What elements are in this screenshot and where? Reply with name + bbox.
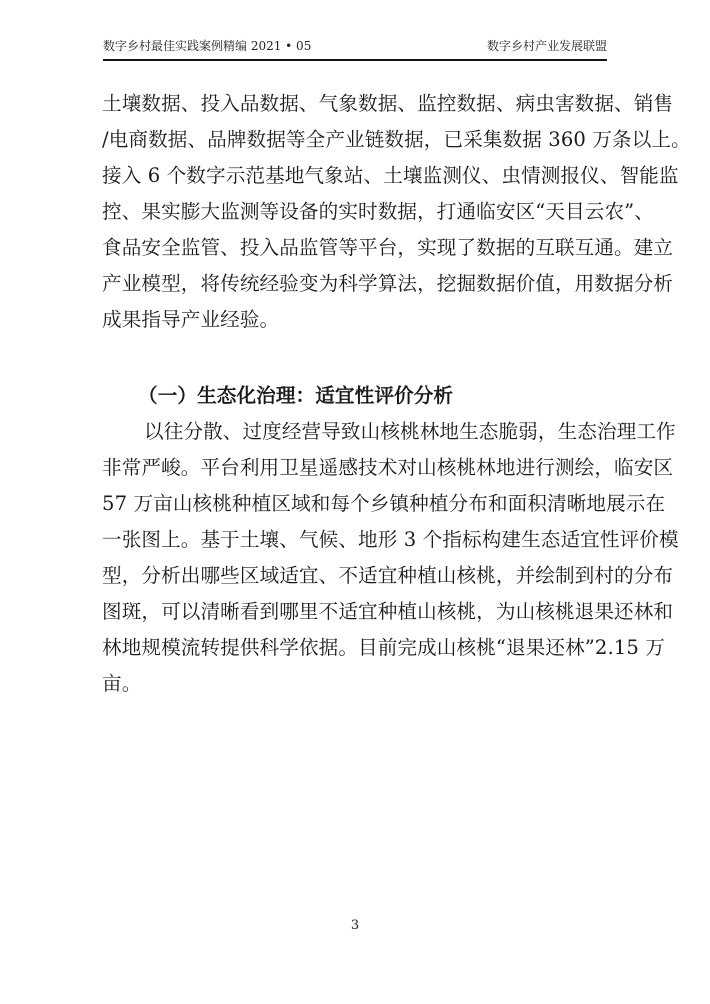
paragraph-line: 成果指导产业经验。 [102, 308, 280, 331]
header-organization-name: 数字乡村产业发展联盟 [486, 39, 607, 53]
paragraph-line: 林地规模流转提供科学依据。目前完成山核桃“退果还林”2.15 万 [102, 636, 665, 659]
paragraph-line: 型，分析出哪些区域适宜、不适宜种植山核桃，并绘制到村的分布 [102, 564, 674, 587]
section-heading: （一）生态化治理：适宜性评价分析 [138, 384, 454, 407]
paragraph-line: 产业模型，将传统经验变为科学算法，挖掘数据价值，用数据分析 [102, 272, 674, 295]
header-publication-title: 数字乡村最佳实践案例精编 2021 • 05 [103, 39, 312, 53]
page-body [102, 86, 691, 702]
paragraph-line: 非常严峻。平台利用卫星遥感技术对山核桃林地进行测绘，临安区 [102, 456, 674, 479]
paragraph-line: 以往分散、过度经营导致山核桃林地生态脆弱，生态治理工作 [144, 420, 676, 443]
paragraph-line: 一张图上。基于土壤、气候、地形 3 个指标构建生态适宜性评价模 [102, 528, 679, 551]
header-divider [103, 59, 607, 61]
paragraph-line: 食品安全监管、投入品监管等平台，实现了数据的互联互通。建立 [102, 236, 674, 259]
paragraph-line: 图斑，可以清晰看到哪里不适宜种植山核桃，为山核桃退果还林和 [102, 600, 674, 623]
paragraph-line: /电商数据、品牌数据等全产业链数据，已采集数据 360 万条以上。 [102, 128, 691, 151]
paragraph-line: 57 万亩山核桃种植区域和每个乡镇种植分布和面积清晰地展示在 [102, 492, 666, 515]
paragraph-ecological-governance [102, 414, 679, 702]
paragraph-line: 亩。 [102, 672, 142, 695]
page-number: 3 [350, 918, 360, 933]
paragraph-data-collection [102, 86, 691, 338]
running-header [103, 36, 607, 56]
paragraph-line: 控、果实膨大监测等设备的实时数据，打通临安区“天目云农”、 [102, 200, 654, 223]
paragraph-line: 土壤数据、投入品数据、气象数据、监控数据、病虫害数据、销售 [102, 92, 674, 115]
paragraph-line: 接入 6 个数字示范基地气象站、土壤监测仪、虫情测报仪、智能监 [102, 164, 679, 187]
